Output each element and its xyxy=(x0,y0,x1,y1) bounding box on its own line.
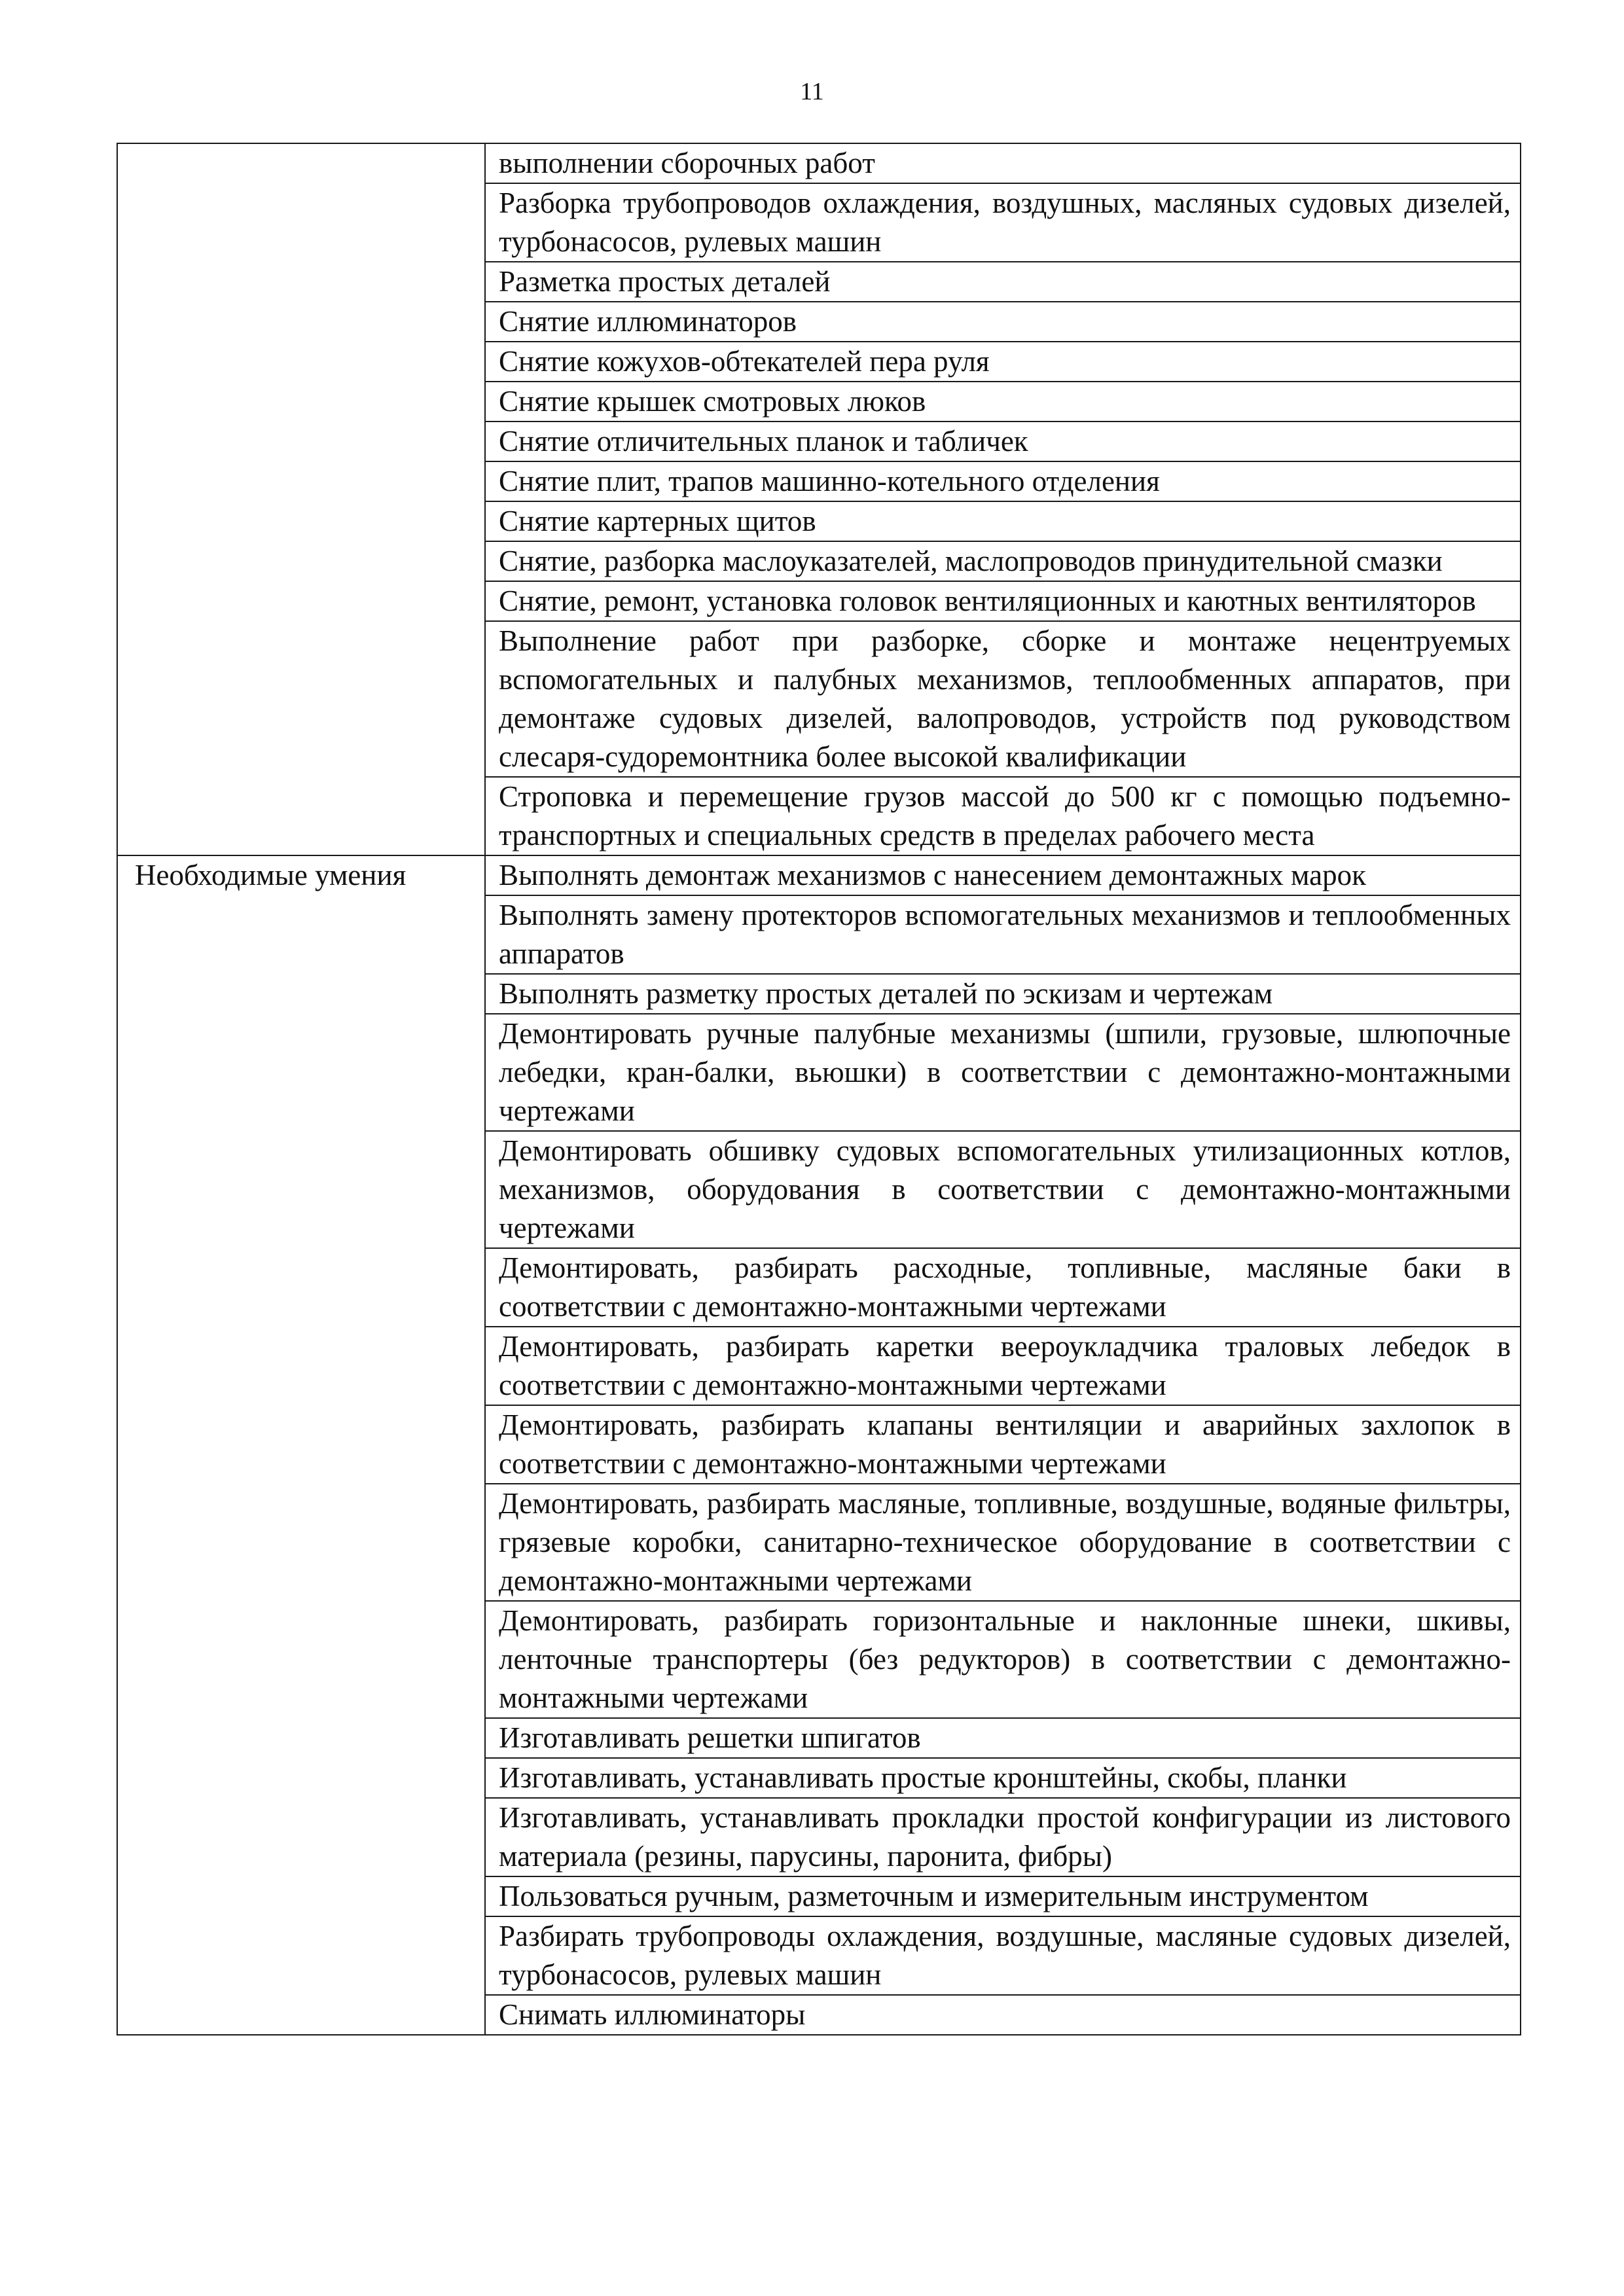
table-cell-item: Снятие картерных щитов xyxy=(485,501,1521,541)
table-cell-item: Пользоваться ручным, разметочным и измерительным инструментом xyxy=(485,1876,1521,1916)
table-cell-item: Выполнение работ при разборке, сборке и монтаже нецентруемых вспомогательных и палубных механизмов, теплообменных аппаратов, при демонтаже судовых дизелей, валопроводов, устройств под руководством слесаря-судоремонтника более высокой квалификации xyxy=(485,621,1521,777)
section-label: Необходимые умения xyxy=(117,855,485,2035)
table-cell-item: Снятие крышек смотровых люков xyxy=(485,382,1521,422)
table-cell-item: Строповка и перемещение грузов массой до 500 кг с помощью подъемно-транспортных и специальных средств в пределах рабочего места xyxy=(485,777,1521,855)
table-cell-item: Демонтировать, разбирать горизонтальные и наклонные шнеки, шкивы, ленточные транспортеры (без редукторов) в соответствии с демонтажно-монтажными чертежами xyxy=(485,1601,1521,1718)
table-cell-item: Снятие плит, трапов машинно-котельного отделения xyxy=(485,461,1521,501)
table-cell-item: Разборка трубопроводов охлаждения, воздушных, масляных судовых дизелей, турбонасосов, рулевых машин xyxy=(485,183,1521,262)
table-cell-item: Изготавливать, устанавливать прокладки простой конфигурации из листового материала (резины, парусины, паронита, фибры) xyxy=(485,1798,1521,1876)
table-cell-item: Снятие иллюминаторов xyxy=(485,302,1521,342)
table-cell-item: Снятие отличительных планок и табличек xyxy=(485,422,1521,461)
table-cell-item: Изготавливать решетки шпигатов xyxy=(485,1718,1521,1758)
table-row xyxy=(117,855,1521,895)
table-cell-item: Снятие, разборка маслоуказателей, маслопроводов принудительной смазки xyxy=(485,541,1521,581)
table-cell-item: Демонтировать, разбирать клапаны вентиляции и аварийных захлопок в соответствии с демонтажно-монтажными чертежами xyxy=(485,1405,1521,1484)
page-number: 11 xyxy=(800,78,824,105)
table-cell-item: Снятие, ремонт, установка головок вентиляционных и каютных вентиляторов xyxy=(485,581,1521,621)
requirements-table xyxy=(117,143,1521,2036)
table-cell-item: Снятие кожухов-обтекателей пера руля xyxy=(485,342,1521,382)
table-cell-item: Разбирать трубопроводы охлаждения, воздушные, масляные судовых дизелей, турбонасосов, рулевых машин xyxy=(485,1916,1521,1995)
table-cell-item: Демонтировать ручные палубные механизмы (шпили, грузовые, шлюпочные лебедки, кран-балки, вьюшки) в соответствии с демонтажно-монтажными чертежами xyxy=(485,1014,1521,1131)
table-cell-item: Изготавливать, устанавливать простые кронштейны, скобы, планки xyxy=(485,1758,1521,1798)
requirements-table-body xyxy=(117,143,1521,2035)
table-cell-item: Разметка простых деталей xyxy=(485,262,1521,302)
table-row xyxy=(117,143,1521,183)
table-cell-item: Демонтировать, разбирать масляные, топливные, воздушные, водяные фильтры, грязевые коробки, санитарно-техническое оборудование в соответствии с демонтажно-монтажными чертежами xyxy=(485,1484,1521,1601)
table-cell-item: Демонтировать, разбирать каретки веероукладчика траловых лебедок в соответствии с демонтажно-монтажными чертежами xyxy=(485,1327,1521,1405)
table-cell-item: Демонтировать обшивку судовых вспомогательных утилизационных котлов, механизмов, оборудования в соответствии с демонтажно-монтажными чертежами xyxy=(485,1131,1521,1248)
table-cell-item: Выполнять разметку простых деталей по эскизам и чертежам xyxy=(485,974,1521,1014)
table-cell-item: выполнении сборочных работ xyxy=(485,143,1521,183)
table-cell-item: Демонтировать, разбирать расходные, топливные, масляные баки в соответствии с демонтажно-монтажными чертежами xyxy=(485,1248,1521,1327)
section-label-empty xyxy=(117,143,485,855)
table-cell-item: Снимать иллюминаторы xyxy=(485,1995,1521,2035)
table-cell-item: Выполнять демонтаж механизмов с нанесением демонтажных марок xyxy=(485,855,1521,895)
table-cell-item: Выполнять замену протекторов вспомогательных механизмов и теплообменных аппаратов xyxy=(485,895,1521,974)
